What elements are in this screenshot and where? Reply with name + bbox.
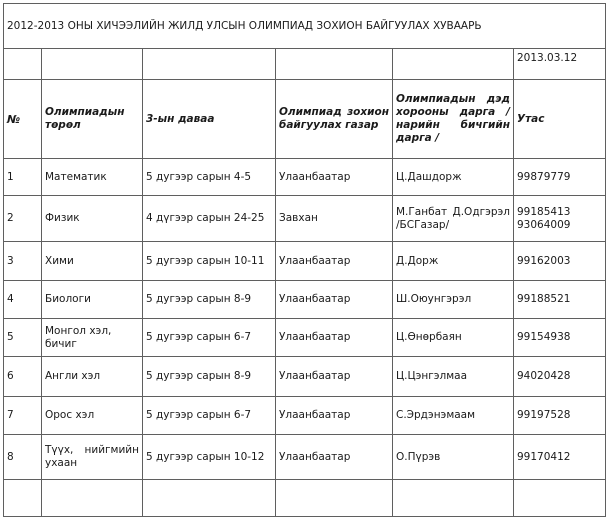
header-type: Олимпиадын төрөл (42, 80, 143, 159)
row-chair: Д.Дорж (393, 242, 514, 281)
row-chair: Ш.Оюунгэрэл (393, 281, 514, 319)
row-round: 5 дугээр сарын 4-5 (143, 159, 276, 196)
table-row (4, 435, 606, 480)
row-chair: Ц.Өнөрбаян (393, 319, 514, 357)
row-num (4, 480, 42, 517)
row-phone: 99197528 (514, 397, 606, 435)
empty-cell (42, 49, 143, 80)
schedule-date: 2013.03.12 (514, 49, 606, 80)
table-row (4, 480, 606, 517)
row-chair: О.Пүрэв (393, 435, 514, 480)
row-phone: 99185413 93064009 (514, 196, 606, 242)
row-chair: С.Эрдэнэмаам (393, 397, 514, 435)
row-num: 2 (4, 196, 42, 242)
row-num: 8 (4, 435, 42, 480)
row-type: Түүх, нийгмийн ухаан (42, 435, 143, 480)
row-place: Улаанбаатар (276, 281, 393, 319)
row-round: 5 дугээр сарын 8-9 (143, 281, 276, 319)
row-place: Улаанбаатар (276, 319, 393, 357)
row-type: Биологи (42, 281, 143, 319)
row-round: 4 дүгээр сарын 24-25 (143, 196, 276, 242)
row-phone: 99162003 (514, 242, 606, 281)
row-round (143, 480, 276, 517)
row-chair (393, 480, 514, 517)
row-type: Хими (42, 242, 143, 281)
date-row (4, 49, 606, 80)
row-place: Улаанбаатар (276, 357, 393, 397)
header-row (4, 80, 606, 159)
empty-cell (143, 49, 276, 80)
table-row (4, 357, 606, 397)
row-place: Улаанбаатар (276, 435, 393, 480)
table-row (4, 397, 606, 435)
row-chair: Ц.Цэнгэлмаа (393, 357, 514, 397)
empty-cell (4, 49, 42, 80)
header-phone: Утас (514, 80, 606, 159)
row-round: 5 дугээр сарын 10-12 (143, 435, 276, 480)
row-chair: Ц.Дашдорж (393, 159, 514, 196)
row-phone: 94020428 (514, 357, 606, 397)
row-num: 3 (4, 242, 42, 281)
table-row (4, 159, 606, 196)
row-place: Улаанбаатар (276, 159, 393, 196)
table-row (4, 196, 606, 242)
row-place (276, 480, 393, 517)
schedule-title: 2012-2013 ОНЫ ХИЧЭЭЛИЙН ЖИЛД УЛСЫН ОЛИМПИАД ЗОХИОН БАЙГУУЛАХ ХУВААРЬ (4, 4, 606, 49)
row-num: 4 (4, 281, 42, 319)
row-type: Монгол хэл, бичиг (42, 319, 143, 357)
row-place: Улаанбаатар (276, 397, 393, 435)
row-round: 5 дугээр сарын 6-7 (143, 397, 276, 435)
row-num: 7 (4, 397, 42, 435)
title-row (4, 4, 606, 49)
table-row (4, 281, 606, 319)
row-phone: 99188521 (514, 281, 606, 319)
row-round: 5 дугээр сарын 10-11 (143, 242, 276, 281)
row-place: Улаанбаатар (276, 242, 393, 281)
row-round: 5 дугээр сарын 8-9 (143, 357, 276, 397)
table-row (4, 319, 606, 357)
row-phone: 99879779 (514, 159, 606, 196)
row-num: 1 (4, 159, 42, 196)
empty-cell (276, 49, 393, 80)
row-num: 6 (4, 357, 42, 397)
header-place: Олимпиад зохион байгуулах газар (276, 80, 393, 159)
header-chair: Олимпиадын дэд хорооны дарга /нарийн бичгийн дарга / (393, 80, 514, 159)
table-row (4, 242, 606, 281)
header-round: 3-ын даваа (143, 80, 276, 159)
row-type: Англи хэл (42, 357, 143, 397)
row-phone: 99154938 (514, 319, 606, 357)
row-place: Завхан (276, 196, 393, 242)
row-type: Физик (42, 196, 143, 242)
header-num: № (4, 80, 42, 159)
row-chair: М.Ганбат Д.Одгэрэл /БСГазар/ (393, 196, 514, 242)
olympiad-schedule-table (3, 3, 606, 517)
row-type: Математик (42, 159, 143, 196)
row-phone: 99170412 (514, 435, 606, 480)
empty-cell (393, 49, 514, 80)
row-phone (514, 480, 606, 517)
row-num: 5 (4, 319, 42, 357)
row-round: 5 дугээр сарын 6-7 (143, 319, 276, 357)
row-type: Орос хэл (42, 397, 143, 435)
row-type (42, 480, 143, 517)
